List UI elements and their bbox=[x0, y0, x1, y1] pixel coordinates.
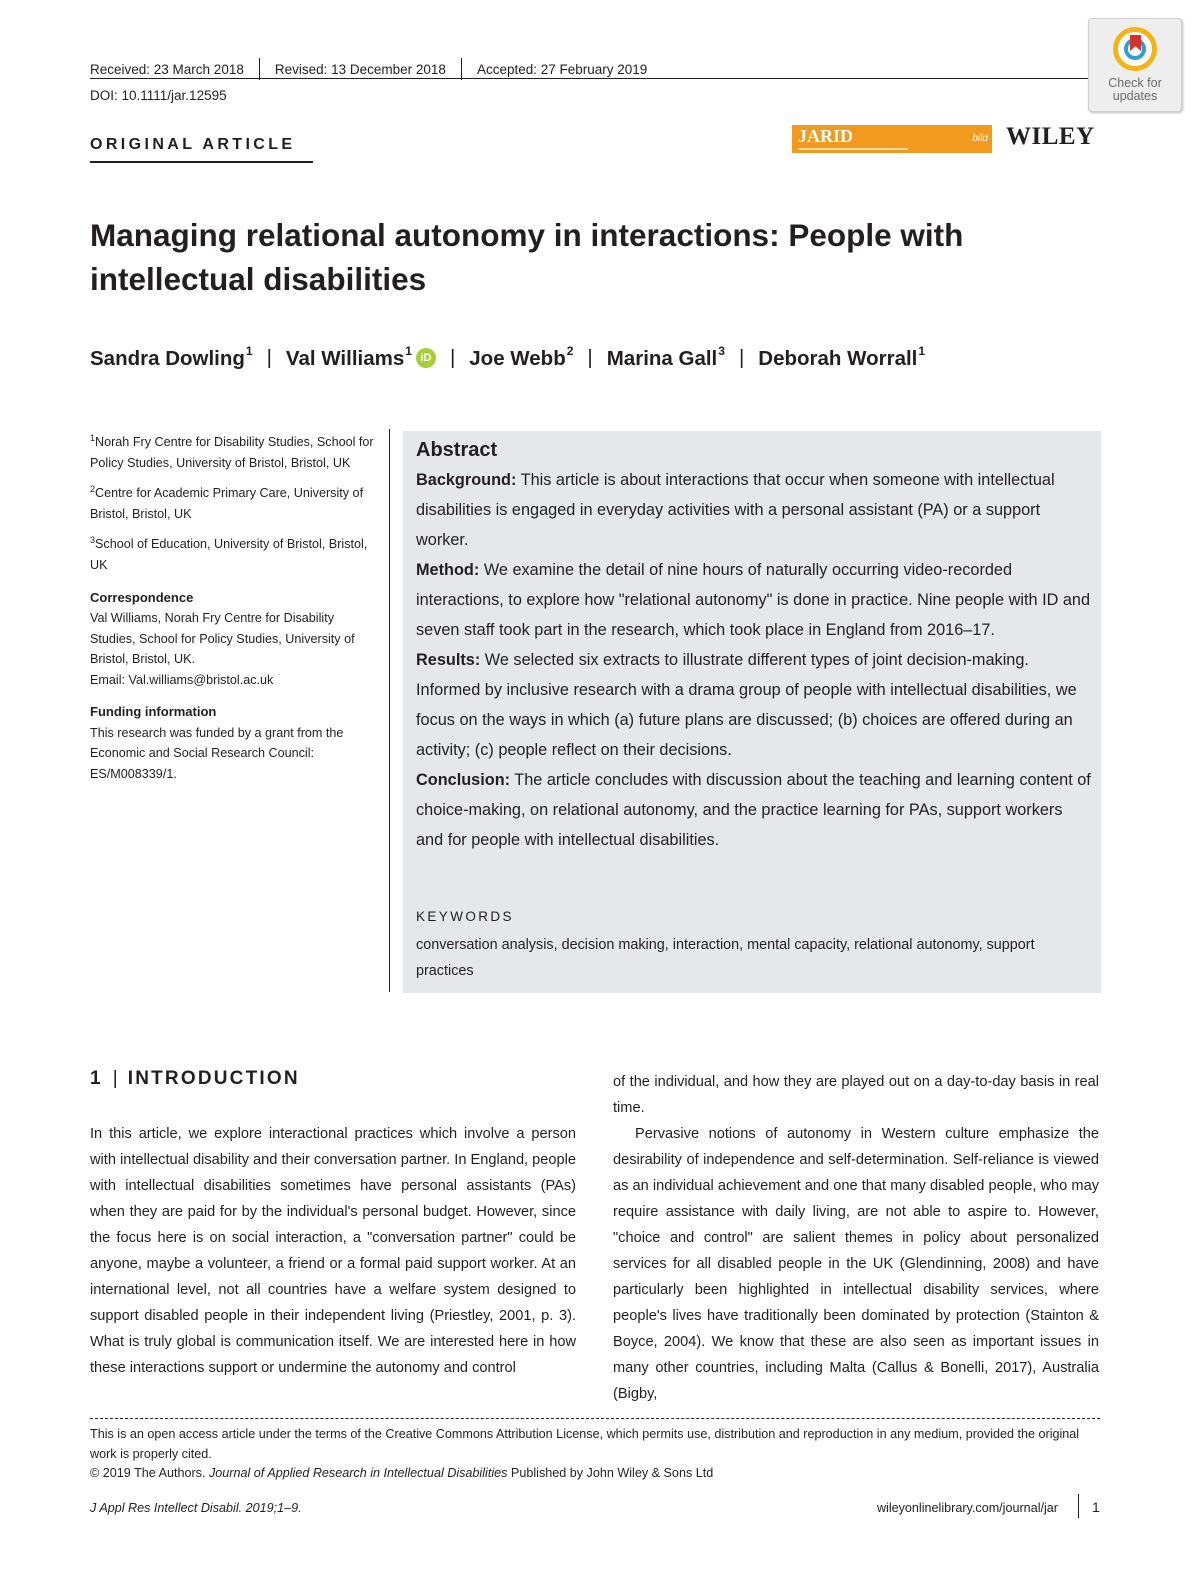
paragraph: In this article, we explore interactional practices which involve a person with intellectual disability and their conversation partner. In England, people with intellectual disabilities sometimes have personal assistants (PAs) when they are paid for by the individual's personal budget. However, since the focus here is on social interaction, a "conversation partner" could be anyone, maybe a volunteer, a friend or a formal paid support worker. At an international level, not all countries have a welfare system designed to support disabled people in their independent living (Priestley, 2001, p. 3). What is truly global is communication itself. We are interested here in how these interactions support or undermine the autonomy and control bbox=[90, 1126, 576, 1376]
journal-url[interactable]: wileyonlinelibrary.com/journal/jar bbox=[876, 1501, 1058, 1515]
body-column-left bbox=[90, 1121, 576, 1381]
funding-heading: Funding information bbox=[90, 704, 217, 720]
check-for-updates-label: Check for updates bbox=[1108, 76, 1162, 103]
author[interactable]: Deborah Worrall$^1$ bbox=[758, 344, 926, 370]
publisher-logo: WILEY bbox=[1006, 123, 1095, 150]
header-rule bbox=[90, 78, 1090, 79]
section-heading: 1 | INTRODUCTION bbox=[90, 1068, 300, 1089]
column-divider bbox=[389, 429, 390, 992]
author[interactable]: Marina Gall$^3$ bbox=[606, 344, 725, 370]
doi[interactable]: DOI: 10.1111/jar.12595 bbox=[90, 88, 227, 103]
keywords: conversation analysis, decision making, interaction, mental capacity, relational autonomy, support practices bbox=[416, 937, 1035, 979]
crossmark-icon bbox=[1113, 27, 1157, 71]
article-title: Managing relational autonomy in interactions: People with intellectual disabilities bbox=[90, 217, 964, 297]
author[interactable]: Val Williams$^1$ bbox=[285, 344, 412, 370]
body-column-right bbox=[613, 1069, 1099, 1407]
affiliation: $^2$Centre for Academic Primary Care, University of Bristol, Bristol, UK bbox=[90, 484, 364, 521]
received-date: Received: 23 March 2018 bbox=[90, 61, 244, 77]
abstract-conclusion: Conclusion: The article concludes with discussion about the teaching and learning content of choice-making, on relational autonomy, and the practice learning for PAs, support workers and for people with intellectual disabilities. bbox=[416, 771, 1091, 849]
page-number: 1 bbox=[1092, 1499, 1100, 1515]
affiliation: $^1$Norah Fry Centre for Disability Studies, School for Policy Studies, University of Bristol, Bristol, UK bbox=[90, 433, 374, 470]
journal-logo: JARID bild bbox=[792, 125, 992, 153]
funding-text: This research was funded by a grant from the Economic and Social Research Council: ES/M008339/1. bbox=[90, 725, 344, 781]
abstract-background: Background: This article is about interactions that occur when someone with intellectual disabilities is engaged in everyday activities with a personal assistant (PA) or a support worker. bbox=[416, 471, 1055, 549]
date-divider bbox=[259, 58, 260, 80]
orcid-icon[interactable]: iD bbox=[416, 348, 436, 368]
affiliation: $^3$School of Education, University of Bristol, Bristol, UK bbox=[90, 535, 368, 573]
paragraph: Pervasive notions of autonomy in Western culture emphasize the desirability of independence and self-determination. Self-reliance is viewed as an individual achievement and one that many disabled people, who may require assistance with daily living, are not able to aspire to. However, "choice and control" are salient themes in policy about personalized services for all disabled people in the UK (Glendinning, 2008) and have particularly been highlighted in intellectual disability services, where people's lives have traditionally been dominated by protection (Stainton & Boyce, 2004). We know that these are also seen as important issues in many other countries, including Malta (Callus & Bonelli, 2017), Australia (Bigby, bbox=[613, 1126, 1099, 1402]
author[interactable]: Joe Webb$^2$ bbox=[469, 344, 574, 370]
paragraph: of the individual, and how they are played out on a day-to-day basis in real time. bbox=[613, 1074, 1099, 1116]
abstract-results: Results: We selected six extracts to illustrate different types of joint decision-making. Informed by inclusive research with a drama group of people with intellectual disabilities, we focus on the ways in which (a) future plans are discussed; (b) choices are offered during an activity; (c) people reflect on their decisions. bbox=[416, 651, 1077, 759]
accepted-date: Accepted: 27 February 2019 bbox=[476, 61, 648, 77]
keywords-heading: KEYWORDS bbox=[416, 909, 514, 924]
correspondence-text: Val Williams, Norah Fry Centre for Disability Studies, School for Policy Studies, University of Bristol, Bristol, UK. bbox=[90, 611, 355, 667]
correspondence-heading: Correspondence bbox=[90, 589, 194, 605]
correspondence-email[interactable]: Email: Val.williams@bristol.ac.uk bbox=[90, 672, 274, 687]
author[interactable]: Sandra Dowling$^1$ bbox=[90, 344, 253, 370]
abstract-method: Method: We examine the detail of nine hours of naturally occurring video-recorded interactions, to explore how "relational autonomy" is done in practice. Nine people with ID and seven staff took part in the research, which took place in England from 2016–17. bbox=[416, 561, 1091, 639]
footnote-rule bbox=[90, 1418, 1100, 1419]
citation: J Appl Res Intellect Disabil. 2019;1–9. bbox=[90, 1501, 302, 1515]
footer-divider bbox=[1078, 1494, 1079, 1518]
revised-date: Revised: 13 December 2018 bbox=[274, 61, 446, 77]
license-notice bbox=[90, 1425, 1100, 1484]
check-for-updates-button[interactable] bbox=[1088, 18, 1182, 112]
author-list: Sandra Dowling$^1$ | Val Williams$^1$ iD | Joe Webb$^2$ | Marina Gall$^3$ | Deborah Worrall$^1$ bbox=[90, 344, 926, 370]
date-divider bbox=[461, 58, 462, 80]
abstract-heading: Abstract bbox=[416, 439, 498, 461]
article-type: ORIGINAL ARTICLE bbox=[90, 136, 296, 153]
license-text: This is an open access article under the terms of the Creative Commons Attribution License, which permits use, distribution and reproduction in any medium, provided the original work is properly cited. bbox=[90, 1427, 1080, 1461]
article-dates bbox=[90, 58, 647, 80]
article-type-underline bbox=[90, 161, 313, 163]
copyright: © 2019 The Authors. Journal of Applied Research in Intellectual Disabilities Published by John Wiley & Sons Ltd bbox=[90, 1466, 714, 1480]
affiliations-column bbox=[90, 428, 382, 790]
